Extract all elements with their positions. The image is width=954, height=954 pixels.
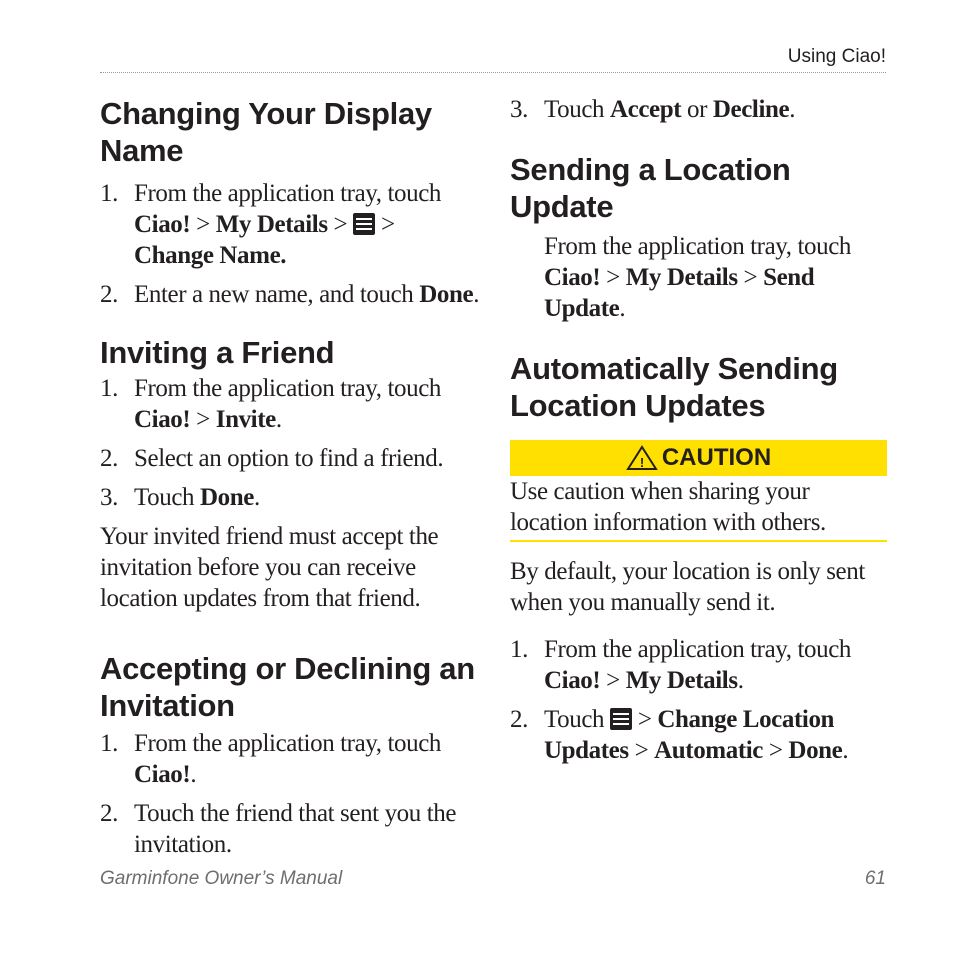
section-title-changing-display-name: Changing Your Display Name	[100, 96, 432, 168]
caution-header	[510, 440, 887, 476]
steps-inviting-friend	[100, 373, 480, 513]
section-title-accepting-declining: Accepting or Declining an Invitation	[100, 651, 475, 723]
paragraph-sending-location-update: From the application tray, touch Ciao! > My Details > Send Update.	[544, 233, 852, 322]
header-section-label: Using Ciao!	[787, 46, 886, 67]
step-item: 3. Touch Done.	[100, 484, 260, 511]
header-divider	[100, 72, 886, 73]
step-item: 1. From the application tray, touch Ciao!.	[100, 730, 442, 788]
steps-accepting-continued	[510, 94, 887, 125]
right-column	[510, 94, 887, 766]
step-item: 1. From the application tray, touch Ciao! > Invite.	[100, 375, 442, 433]
caution-text: Use caution when sharing your location information with others.	[510, 478, 826, 536]
section-title-sending-location-update: Sending a Location Update	[510, 152, 791, 224]
steps-accepting-declining	[100, 728, 480, 860]
step-item: 2. Enter a new name, and touch Done.	[100, 281, 480, 308]
section-title-inviting-friend: Inviting a Friend	[100, 335, 335, 370]
step-item: 2. Select an option to find a friend.	[100, 445, 444, 472]
section-title-auto-sending: Automatically Sending Location Updates	[510, 351, 838, 423]
steps-changing-display-name	[100, 178, 480, 310]
footer-manual-title: Garminfone Owner’s Manual	[100, 868, 343, 889]
steps-auto-sending	[510, 634, 887, 766]
svg-text:!: !	[639, 455, 644, 470]
step-item: 1. From the application tray, touch Ciao! > My Details > > Change Name.	[100, 180, 442, 269]
step-item: 2. Touch > Change Location Updates > Automatic > Done.	[510, 706, 849, 764]
menu-icon	[610, 708, 632, 730]
menu-icon	[353, 213, 375, 235]
step-item: 2. Touch the friend that sent you the invitation.	[100, 800, 457, 858]
paragraph-default-location: By default, your location is only sent when you manually send it.	[510, 558, 865, 616]
left-column	[100, 95, 480, 860]
step-item: 3. Touch Accept or Decline.	[510, 96, 796, 123]
step-item: 1. From the application tray, touch Ciao! > My Details.	[510, 636, 852, 694]
caution-box	[510, 440, 887, 542]
caution-label: CAUTION	[661, 444, 772, 471]
footer-page-number: 61	[864, 868, 886, 889]
warning-icon	[626, 445, 658, 471]
paragraph-invited-friend: Your invited friend must accept the invitation before you can receive location updates from that friend.	[100, 523, 439, 612]
caution-body	[510, 476, 887, 542]
